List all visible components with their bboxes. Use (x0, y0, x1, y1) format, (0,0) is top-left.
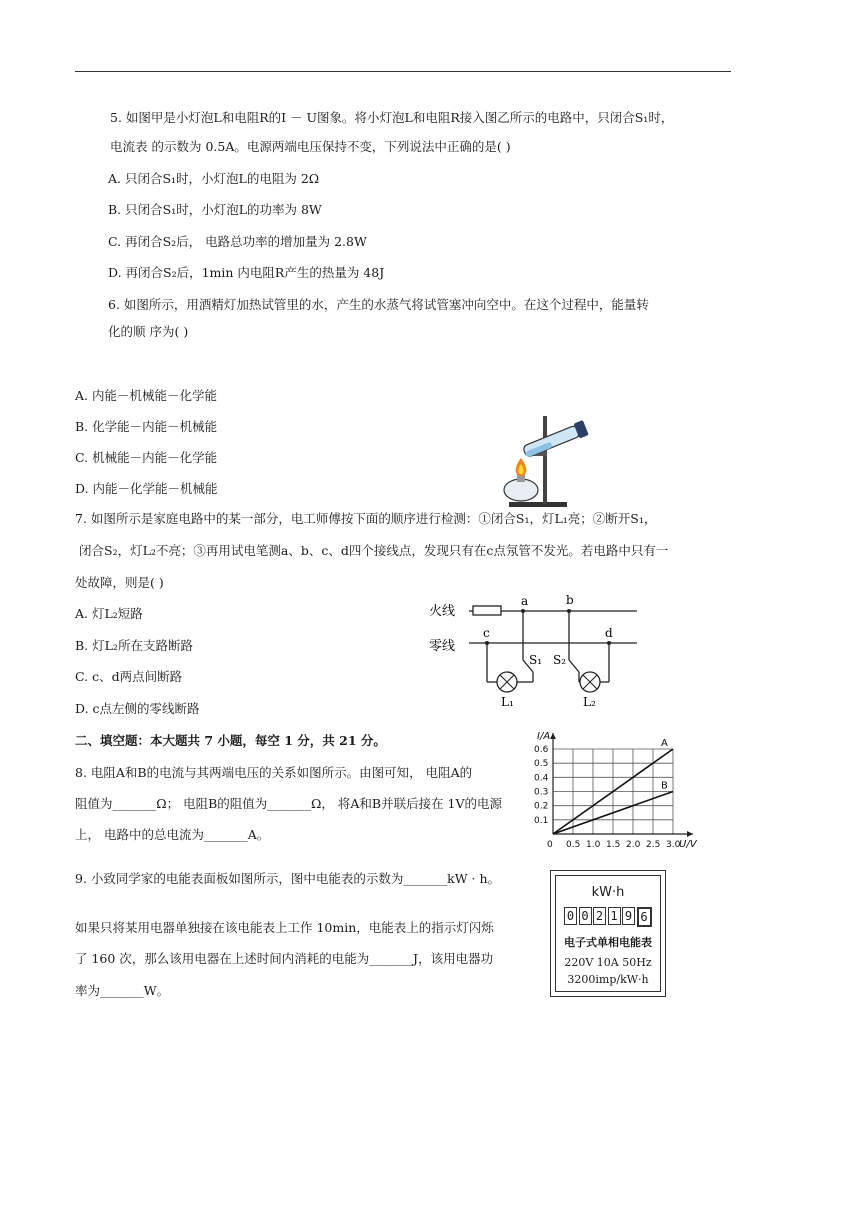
label-live-wire: 火线 (429, 604, 456, 619)
point-c-label: c (483, 626, 490, 640)
q8-stem-line3: 上， 电路中的总电流为_______A。 (75, 827, 270, 842)
q5-stem-line2: 电流表 的示数为 0.5A。电源两端电压保持不变，下列说法中正确的是( ) (110, 139, 511, 154)
energy-meter-panel (550, 870, 666, 997)
meter-name: 电子式单相电能表 (564, 936, 652, 949)
q7-stem-line1: 7. 如图所示是家庭电路中的某一部分，电工师傅按下面的顺序进行检测：①闭合S₁，灯L₁亮；②断开S₁， (75, 511, 657, 526)
lamp-l1-label: L₁ (501, 695, 514, 709)
q6-stem-line1: 6. 如图所示，用酒精灯加热试管里的水，产生的水蒸气将试管塞冲向空中。在这个过程中，能量转 (108, 297, 649, 312)
q9-stem-line3: 了 160 次，那么该用电器在上述时间内消耗的电能为_______J，该用电器功 (75, 951, 494, 966)
x-tick-label: 3.0 (666, 840, 681, 850)
point-a-label: a (521, 594, 529, 608)
x-tick-label: 2.0 (626, 840, 641, 850)
q6-option-c: C. 机械能－内能－化学能 (75, 450, 218, 465)
meter-imp: 3200imp/kW·h (567, 973, 649, 986)
q5-option-a: A. 只闭合S₁时，小灯泡L的电阻为 2Ω (108, 171, 320, 186)
q9-stem-line2: 如果只将某用电器单独接在该电能表上工作 10min，电能表上的指示灯闪烁 (75, 920, 494, 935)
q8-stem-line1: 8. 电阻A和B的电流与其两端电压的关系如图所示。由图可知， 电阻A的 (75, 765, 473, 780)
y-axis-arrow (550, 733, 556, 739)
q8-stem-line2: 阻值为_______Ω； 电阻B的阻值为_______Ω， 将A和B并联后接在 1V的电源 (75, 796, 503, 811)
q7-option-d: D. c点左侧的零线断路 (75, 701, 200, 716)
alcohol-lamp-figure (495, 412, 595, 508)
meter-digit: 0 (579, 907, 592, 925)
x-tick-label: 1.0 (586, 840, 601, 850)
household-circuit-diagram (425, 592, 645, 712)
energy-meter-frame (555, 875, 661, 992)
q6-option-a: A. 内能－机械能－化学能 (75, 388, 217, 403)
y-tick-label: 0.5 (534, 759, 549, 770)
meter-unit-label: kW·h (591, 885, 625, 900)
q5-option-d: D. 再闭合S₂后，1min 内电阻R产生的热量为 48J (108, 265, 385, 280)
meter-digit: 0 (564, 907, 577, 925)
q6-stem-line2: 化的顺 序为( ) (108, 324, 189, 339)
y-axis-label: I/A (537, 731, 551, 742)
y-tick-label: 0.6 (534, 745, 549, 755)
q5-stem-line1: 5. 如图甲是小灯泡L和电阻R的I － U图象。将小灯泡L和电阻R接入图乙所示的电路中，只闭合S₁时， (110, 110, 674, 125)
q5-option-b: B. 只闭合S₁时，小灯泡L的功率为 8W (108, 202, 322, 217)
q9-stem-line4: 率为_______W。 (75, 983, 170, 998)
x-tick-label: 2.5 (646, 840, 661, 850)
meter-spec: 220V 10A 50Hz (564, 956, 652, 969)
x-tick-label: 1.5 (606, 840, 621, 850)
meter-reading (564, 907, 653, 927)
meter-digit: 9 (622, 907, 635, 925)
q6-option-b: B. 化学能－内能－机械能 (75, 419, 218, 434)
y-tick-label: 0.1 (534, 815, 549, 826)
q7-option-b: B. 灯L₂所在支路断路 (75, 638, 193, 653)
q7-option-a: A. 灯L₂短路 (75, 606, 143, 621)
x-axis-arrow (687, 831, 693, 837)
x-axis-label: U/V (679, 839, 697, 850)
iu-graph (527, 728, 697, 856)
meter-digit: 2 (593, 907, 606, 925)
q7-stem-line3: 处故障，则是( ) (75, 575, 164, 590)
switch-s1-label: S₁ (529, 653, 543, 667)
y-tick-label: 0.3 (534, 787, 549, 798)
switch-s2 (569, 660, 579, 672)
y-tick-label: 0.4 (534, 773, 549, 784)
meter-digit-decimal: 6 (637, 907, 652, 927)
section-2-heading: 二、填空题：本大题共 7 小题，每空 1 分，共 21 分。 (75, 733, 386, 748)
y-tick-label: 0.2 (534, 801, 549, 812)
label-neutral-wire: 零线 (429, 639, 456, 654)
x-tick-label: 0 (547, 840, 553, 850)
fuse-symbol (473, 606, 501, 615)
point-d-label: d (605, 626, 613, 640)
meter-digit: 1 (608, 907, 621, 925)
series-label-b: B (661, 780, 668, 792)
q7-option-c: C. c、d两点间断路 (75, 669, 183, 684)
header-rule (75, 71, 731, 72)
series-label-a: A (661, 738, 668, 749)
switch-s2-label: S₂ (553, 653, 567, 667)
q9-stem-line1: 9. 小致同学家的电能表面板如图所示，图中电能表的示数为_______kW · h。 (75, 871, 501, 886)
x-tick-label: 0.5 (566, 840, 581, 850)
q5-option-c: C. 再闭合S₂后， 电路总功率的增加量为 2.8W (108, 234, 367, 249)
q7-stem-line2: 闭合S₂，灯L₂不亮；③再用试电笔测a、b、c、d四个接线点，发现只有在c点氖管不发光。若电路中只有一 (79, 543, 669, 558)
point-b-label: b (566, 593, 574, 607)
lamp-l2-label: L₂ (583, 695, 596, 709)
q6-option-d: D. 内能－化学能－机械能 (75, 481, 218, 496)
